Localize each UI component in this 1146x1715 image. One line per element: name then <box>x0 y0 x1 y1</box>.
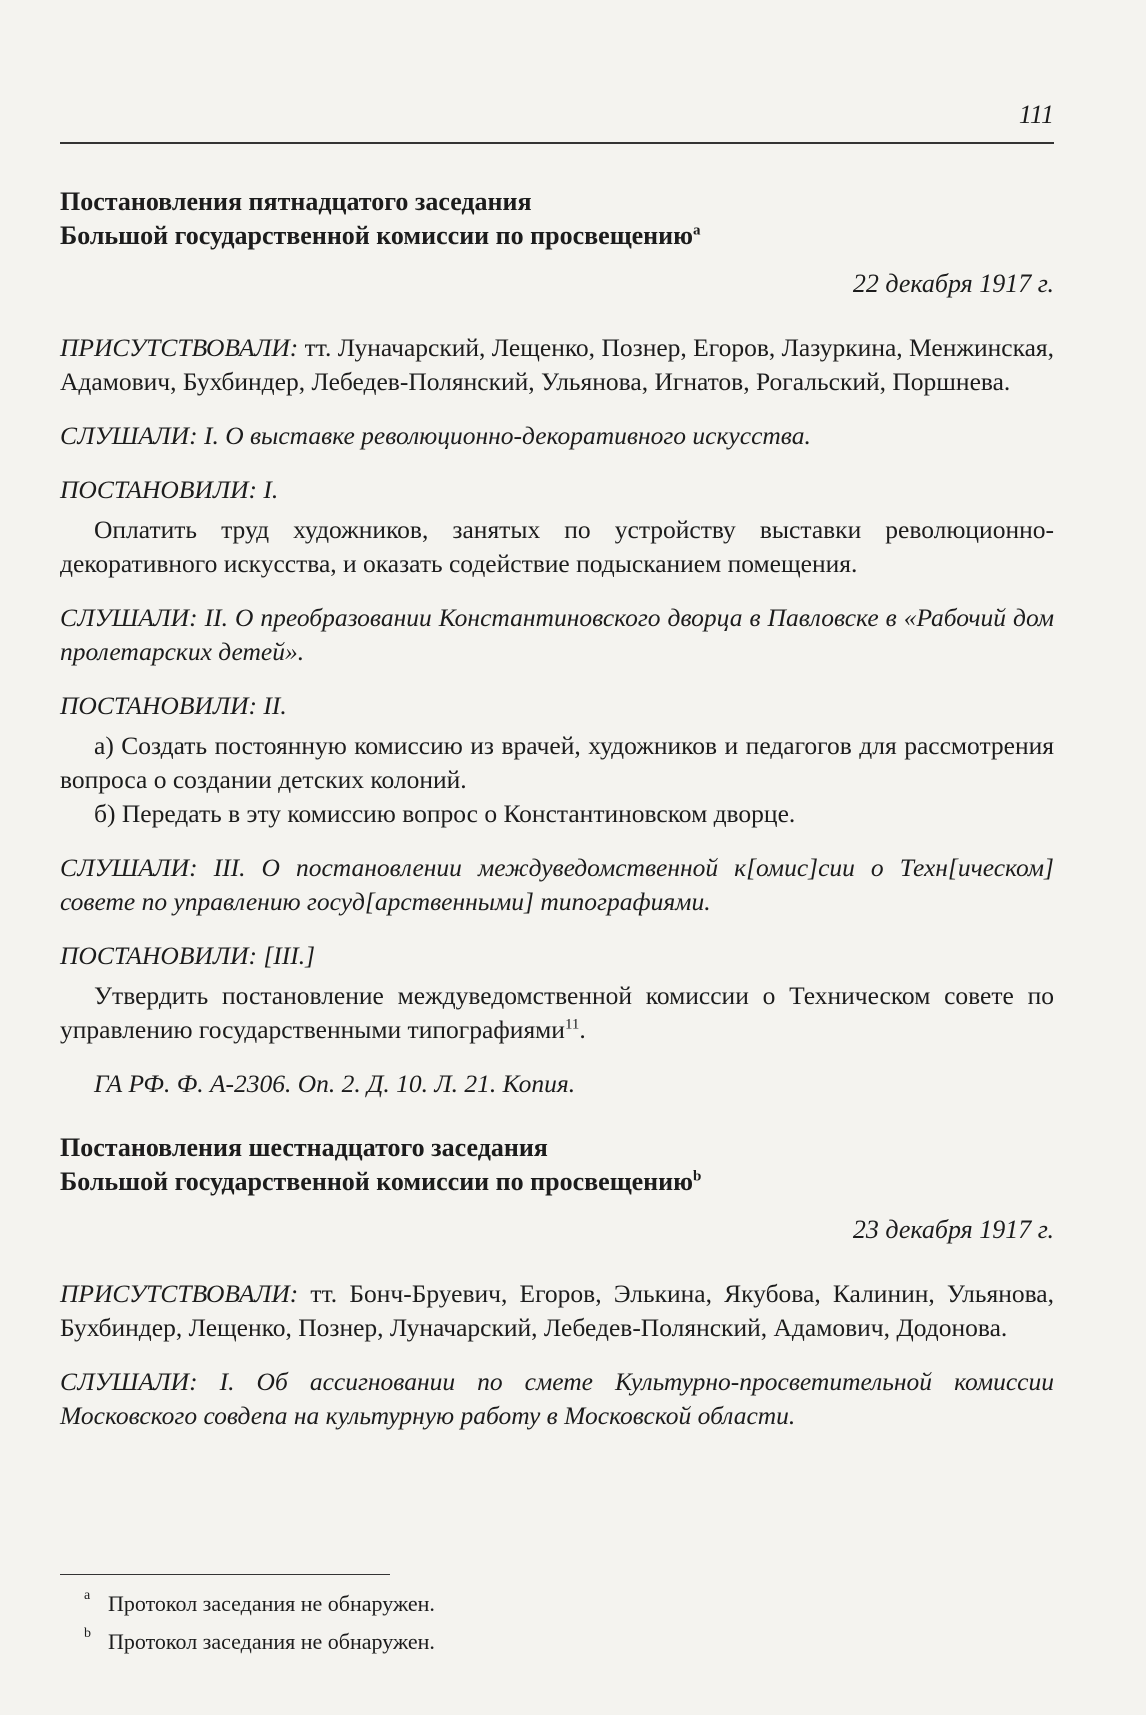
decided-label: ПОСТАНОВИЛИ: [III.] <box>60 941 316 970</box>
page-number: 111 <box>1018 100 1054 129</box>
footnote-rule <box>60 1574 390 1575</box>
decided-label: ПОСТАНОВИЛИ: II. <box>60 691 287 720</box>
section-16th-session <box>60 1131 1054 1433</box>
footnote-ref: a <box>693 222 701 239</box>
page-content <box>60 185 1054 1433</box>
header-rule <box>60 142 1054 144</box>
heard-item: СЛУШАЛИ: I. О выставке революционно-декоративного искусства. <box>60 421 811 450</box>
section-title: Большой государственной комиссии по просвещению$^b$ <box>60 1167 702 1196</box>
heard-item: СЛУШАЛИ: III. О постановлении междуведомственной к[омис]сии о Техн[ическом] совете по управлению госуд[арственными] типографиями. <box>60 853 1054 916</box>
section-title: Постановления пятнадцатого заседания <box>60 187 532 216</box>
section-title: Постановления шестнадцатого заседания <box>60 1133 548 1162</box>
footnotes <box>60 1574 1054 1665</box>
section-15th-session <box>60 185 1054 1101</box>
footnote: b Протокол заседания не обнаружен. <box>84 1626 435 1654</box>
footnote-ref: 11 <box>564 1016 580 1033</box>
present-list: ПРИСУТСТВОВАЛИ: тт. Бонч-Бруевич, Егоров, Элькина, Якубова, Калинин, Ульянова, Бухбиндер, Лещенко, Познер, Луначарский, Лебедев-Полянский, Адамович, Додонова. <box>60 1279 1054 1342</box>
decided-label: ПОСТАНОВИЛИ: I. <box>60 475 279 504</box>
decision-text: а) Создать постоянную комиссию из врачей, художников и педагогов для рассмотрения вопроса о создании детских колоний. <box>60 731 1054 794</box>
present-list: ПРИСУТСТВОВАЛИ: тт. Луначарский, Лещенко, Познер, Егоров, Лазуркина, Менжинская, Адамович, Бухбиндер, Лебедев-Полянский, Ульянова, Игнатов, Рогальский, Поршнева. <box>60 333 1054 396</box>
heard-item: СЛУШАЛИ: II. О преобразовании Константиновского дворца в Павловске в «Рабочий дом пролетарских детей». <box>60 603 1054 666</box>
section-title: Большой государственной комиссии по просвещению$^a$ <box>60 221 701 250</box>
decision-text: Оплатить труд художников, занятых по устройству выставки революционно-декоративного искусства, и оказать содействие подысканием помещения. <box>60 515 1054 578</box>
footnote: a Протокол заседания не обнаружен. <box>84 1588 435 1616</box>
footnote-ref: b <box>693 1168 702 1185</box>
decision-text: Утвердить постановление междуведомственной комиссии о Техническом совете по управлению государственными типографиями$^{11}$. <box>60 981 1054 1044</box>
session-date: 22 декабря 1917 г. <box>852 269 1054 298</box>
archive-source: ГА РФ. Ф. А-2306. Оп. 2. Д. 10. Л. 21. Копия. <box>94 1069 576 1098</box>
session-date: 23 декабря 1917 г. <box>852 1215 1054 1244</box>
heard-item: СЛУШАЛИ: I. Об ассигновании по смете Культурно-просветительной комиссии Московского совдепа на культурную работу в Московской области. <box>60 1367 1054 1430</box>
decision-text: б) Передать в эту комиссию вопрос о Константиновском дворце. <box>94 799 796 828</box>
